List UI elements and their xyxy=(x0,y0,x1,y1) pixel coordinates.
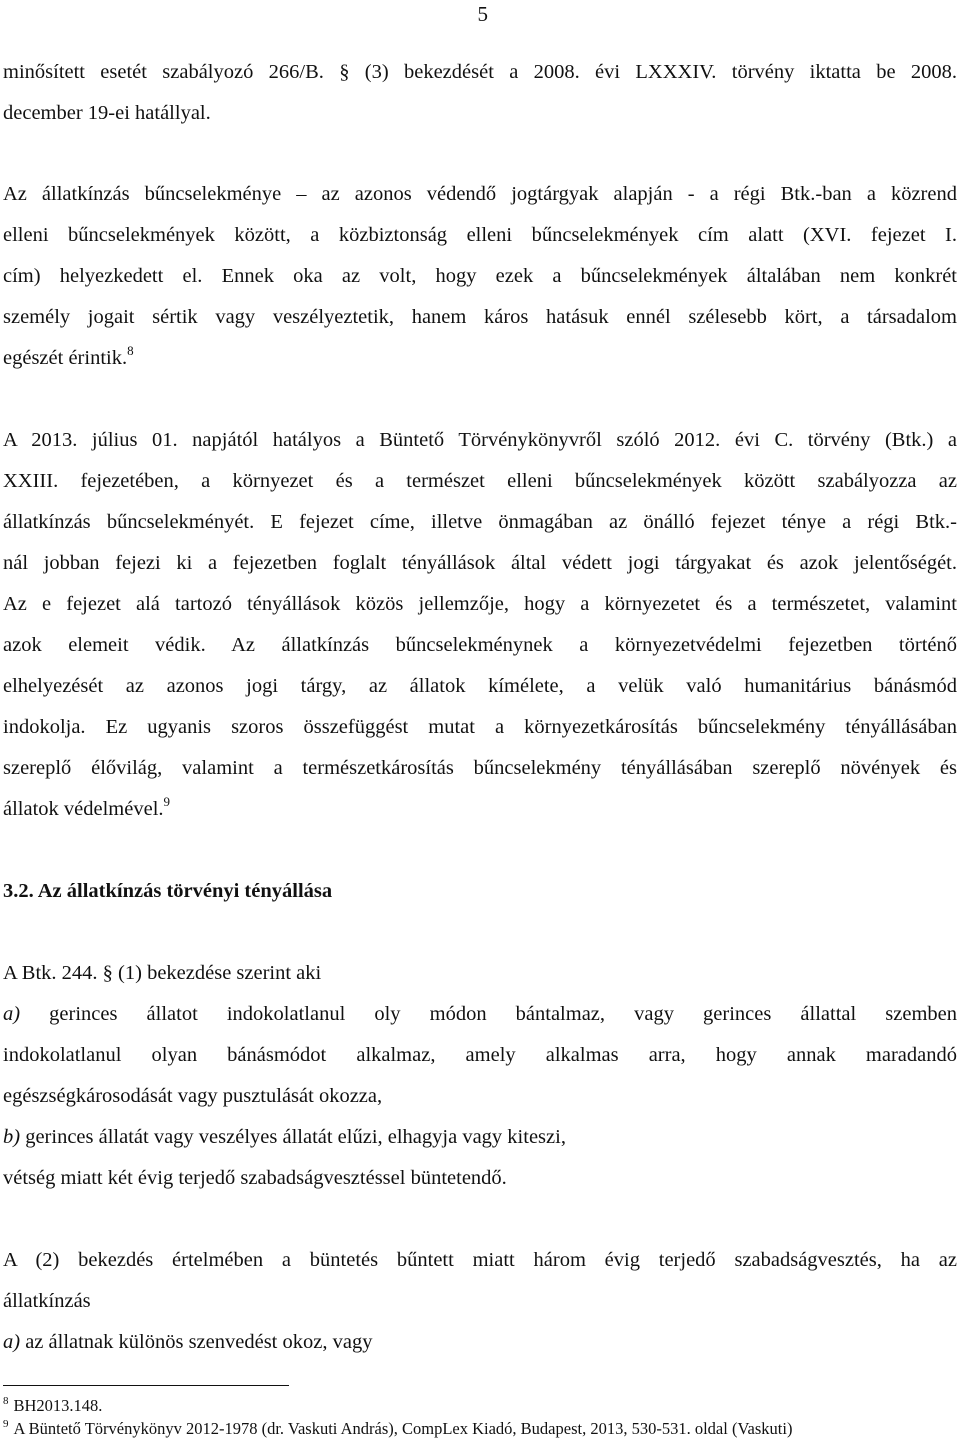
paragraph-line: indokolja. Ez ugyanis szoros összefüggést mutat a környezetkárosítás bűncselekmény tényállásában xyxy=(3,716,957,738)
footnote-divider xyxy=(3,1385,289,1386)
paragraph-line: cím) helyezkedett el. Ennek oka az volt, hogy ezek a bűncselekmények általában nem konkrét xyxy=(3,265,957,287)
paragraph-line: elhelyezését az azonos jogi tárgy, az állatok kímélete, a velük való humanitárius bánásmód xyxy=(3,675,957,697)
paragraph-line: személy jogait sértik vagy veszélyeztetik, hanem káros hatásuk ennél szélesebb kört, a társadalom xyxy=(3,306,957,328)
item-a-marker: a) xyxy=(3,1003,21,1025)
paragraph-text: állatok védelmével. xyxy=(3,798,164,820)
item-a2-text: az állatnak különös szenvedést okoz, vagy xyxy=(20,1331,373,1353)
paragraph-line: XXIII. fejezetében, a környezet és a természet elleni bűncselekmények között szabályozza az xyxy=(3,470,957,492)
paragraph-line: A 2013. július 01. napjától hatályos a Büntető Törvénykönyvről szóló 2012. évi C. törvény (Btk.) a xyxy=(3,429,957,451)
paragraph-line: állatkínzás xyxy=(3,1290,91,1312)
item-a-line xyxy=(3,1004,957,1025)
footnote-number: 9 xyxy=(3,1418,9,1430)
item-b-line xyxy=(3,1127,957,1148)
footnote-number: 8 xyxy=(3,1395,9,1407)
paragraph-line: Az e fejezet alá tartozó tényállások közös jellemzője, hogy a környezetet és a természetet, valamint xyxy=(3,593,957,615)
page-number: 5 xyxy=(477,2,488,26)
footnote-ref-9[interactable]: 9 xyxy=(163,794,171,809)
paragraph-text: egészét érintik. xyxy=(3,347,128,369)
paragraph-line: szereplő élővilág, valamint a természetkárosítás bűncselekmény tényállásában szereplő növények és xyxy=(3,757,957,779)
paragraph-line: nál jobban fejezi ki a fejezetben foglalt tényállások által védett jogi tárgyakat és azok jelentőségét. xyxy=(3,552,957,574)
footnote-text: BH2013.148. xyxy=(13,1396,103,1415)
footnote-ref-8[interactable]: 8 xyxy=(127,343,134,358)
footnote-text: A Büntető Törvénykönyv 2012-1978 (dr. Vaskuti András), CompLex Kiadó, Budapest, 2013, 530-531. oldal (Vaskuti) xyxy=(13,1419,793,1438)
paragraph-line: december 19-ei hatállyal. xyxy=(3,102,211,124)
paragraph-line: minősített esetét szabályozó 266/B. § (3) bekezdését a 2008. évi LXXXIV. törvény iktatta be 2008. xyxy=(3,61,957,83)
item-a-text: gerinces állatot indokolatlanul oly módon bántalmaz, vagy gerinces állattal szemben xyxy=(20,1003,957,1025)
footnote-8 xyxy=(3,1395,103,1415)
paragraph-line xyxy=(3,794,957,820)
item-a2-marker: a) xyxy=(3,1331,21,1353)
penalty-line: vétség miatt két évig terjedő szabadságvesztéssel büntetendő. xyxy=(3,1167,507,1189)
paragraph-line xyxy=(3,343,957,369)
item-a2-line xyxy=(3,1332,957,1353)
paragraph-line: elleni bűncselekmények között, a közbiztonság elleni bűncselekmények cím alatt (XVI. fejezet I. xyxy=(3,224,957,246)
item-a-line: egészségkárosodását vagy pusztulását okozza, xyxy=(3,1085,383,1107)
paragraph-line: A (2) bekezdés értelmében a büntetés bűntett miatt három évig terjedő szabadságvesztés, ha az xyxy=(3,1249,957,1271)
paragraph-line: Az állatkínzás bűncselekménye – az azonos védendő jogtárgyak alapján - a régi Btk.-ban a közrend xyxy=(3,183,957,205)
item-b-text: gerinces állatát vagy veszélyes állatát elűzi, elhagyja vagy kiteszi, xyxy=(20,1126,566,1148)
paragraph-line: állatkínzás bűncselekményét. E fejezet címe, illetve önmagában az önálló fejezet ténye a régi Btk.- xyxy=(3,511,957,533)
footnote-9 xyxy=(3,1418,793,1438)
section-heading: 3.2. Az állatkínzás törvényi tényállása xyxy=(3,880,333,902)
btk244-intro: A Btk. 244. § (1) bekezdése szerint aki xyxy=(3,962,322,984)
item-b-marker: b) xyxy=(3,1126,21,1148)
paragraph-line: azok elemeit védik. Az állatkínzás bűncselekménynek a környezetvédelmi fejezetben történő xyxy=(3,634,957,656)
item-a-line: indokolatlanul olyan bánásmódot alkalmaz, amely alkalmas arra, hogy annak maradandó xyxy=(3,1044,957,1066)
